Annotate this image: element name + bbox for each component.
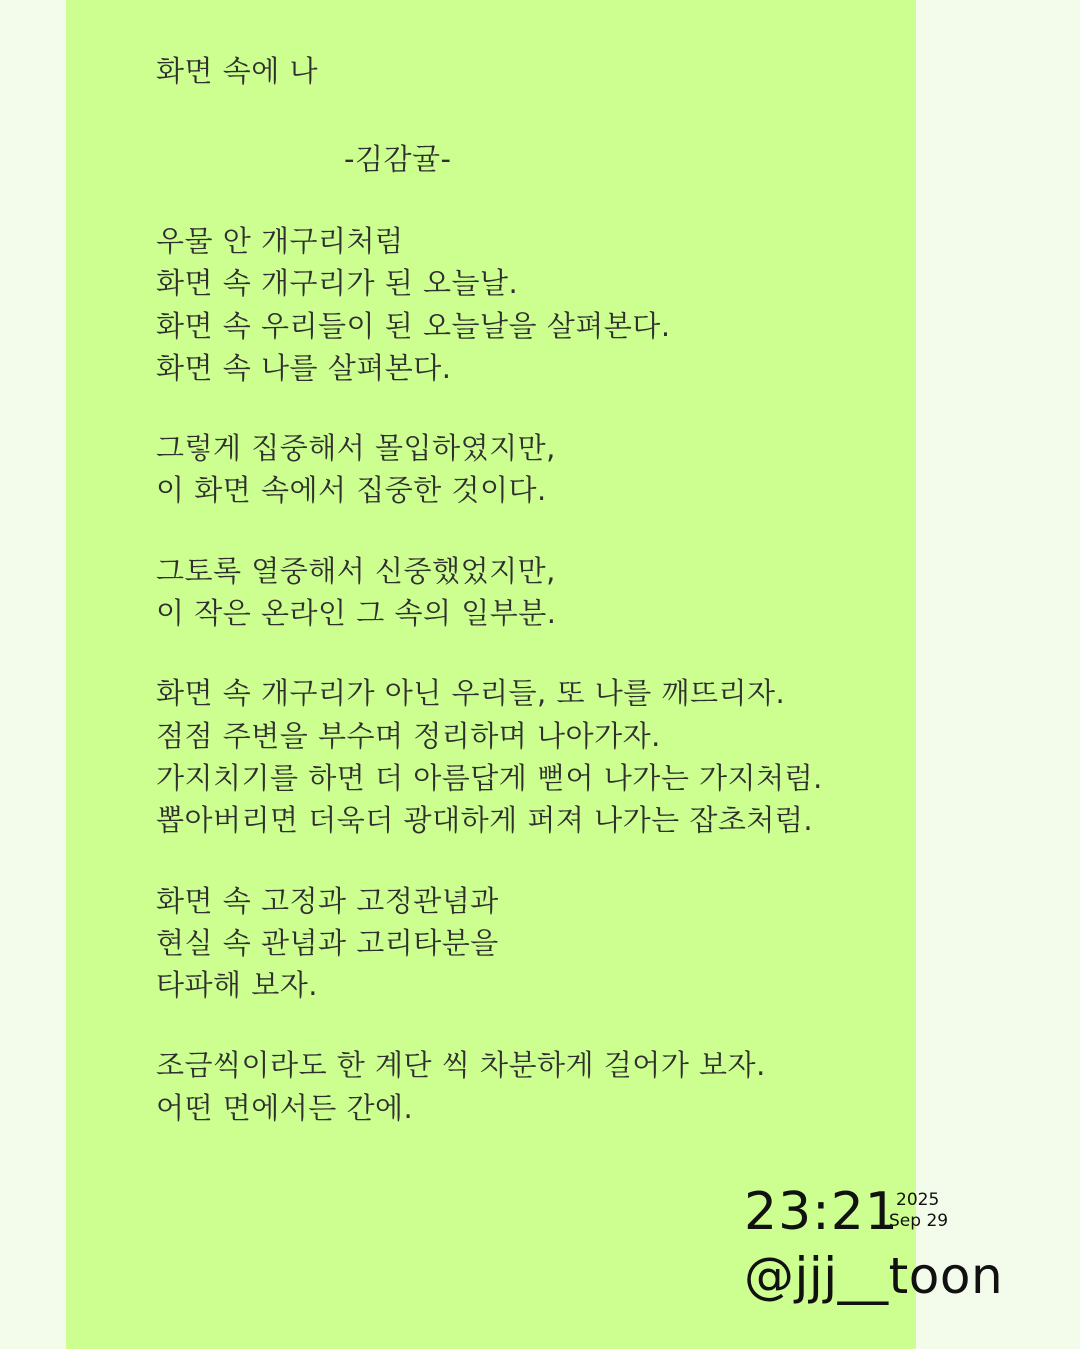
stanza-3 <box>156 550 896 635</box>
poem-line: 화면 속 고정과 고정관념과 <box>156 883 499 918</box>
poem-line: 우물 안 개구리처럼 <box>156 224 404 258</box>
poem-line: 타파해 보자. <box>156 968 319 1003</box>
poem-line: 화면 속 개구리가 된 오늘날. <box>156 266 519 301</box>
poem-line: 화면 속 나를 살펴본다. <box>156 350 452 385</box>
poem-line: 현실 속 관념과 고리타분을 <box>156 925 499 960</box>
stanza-4 <box>156 672 896 841</box>
date-year: 2025 <box>896 1190 940 1210</box>
stanza-2 <box>156 427 896 512</box>
poem-line: 조금씩이라도 한 계단 씩 차분하게 걸어가 보자. <box>156 1048 766 1083</box>
poem-line: 그렇게 집중해서 몰입하였지만, <box>156 431 556 466</box>
poem-line: 화면 속 개구리가 아닌 우리들, 또 나를 깨뜨리자. <box>156 676 786 711</box>
poem-line: 이 화면 속에서 집중한 것이다. <box>156 473 547 508</box>
stanza-5 <box>156 880 896 1007</box>
stanza-6 <box>156 1044 896 1129</box>
stanza-1 <box>156 220 896 389</box>
poem-line: 뽑아버리면 더욱더 광대하게 퍼져 나가는 잡초처럼. <box>156 803 814 838</box>
poem-title: 화면 속에 나 <box>156 54 319 88</box>
poem-line: 이 작은 온라인 그 속의 일부분. <box>156 596 557 631</box>
poem-author: -김감귤- <box>344 142 452 176</box>
poem-line: 어떤 면에서든 간에. <box>156 1090 414 1125</box>
poem-line: 그토록 열중해서 신중했었지만, <box>156 553 556 588</box>
poem-line: 화면 속 우리들이 된 오늘날을 살펴본다. <box>156 308 671 343</box>
clock-time: 23:21 <box>744 1182 899 1242</box>
timestamp-watermark <box>744 1180 1044 1305</box>
date-day: Sep 29 <box>889 1211 949 1231</box>
poem-line: 점점 주변을 부수며 정리하며 나아가자. <box>156 718 661 753</box>
author-handle: @jjj__toon <box>744 1247 1004 1305</box>
time-row <box>744 1180 1044 1244</box>
poem-line: 가지치기를 하면 더 아름답게 뻗어 나가는 가지처럼. <box>156 760 823 795</box>
poem <box>156 48 896 1129</box>
